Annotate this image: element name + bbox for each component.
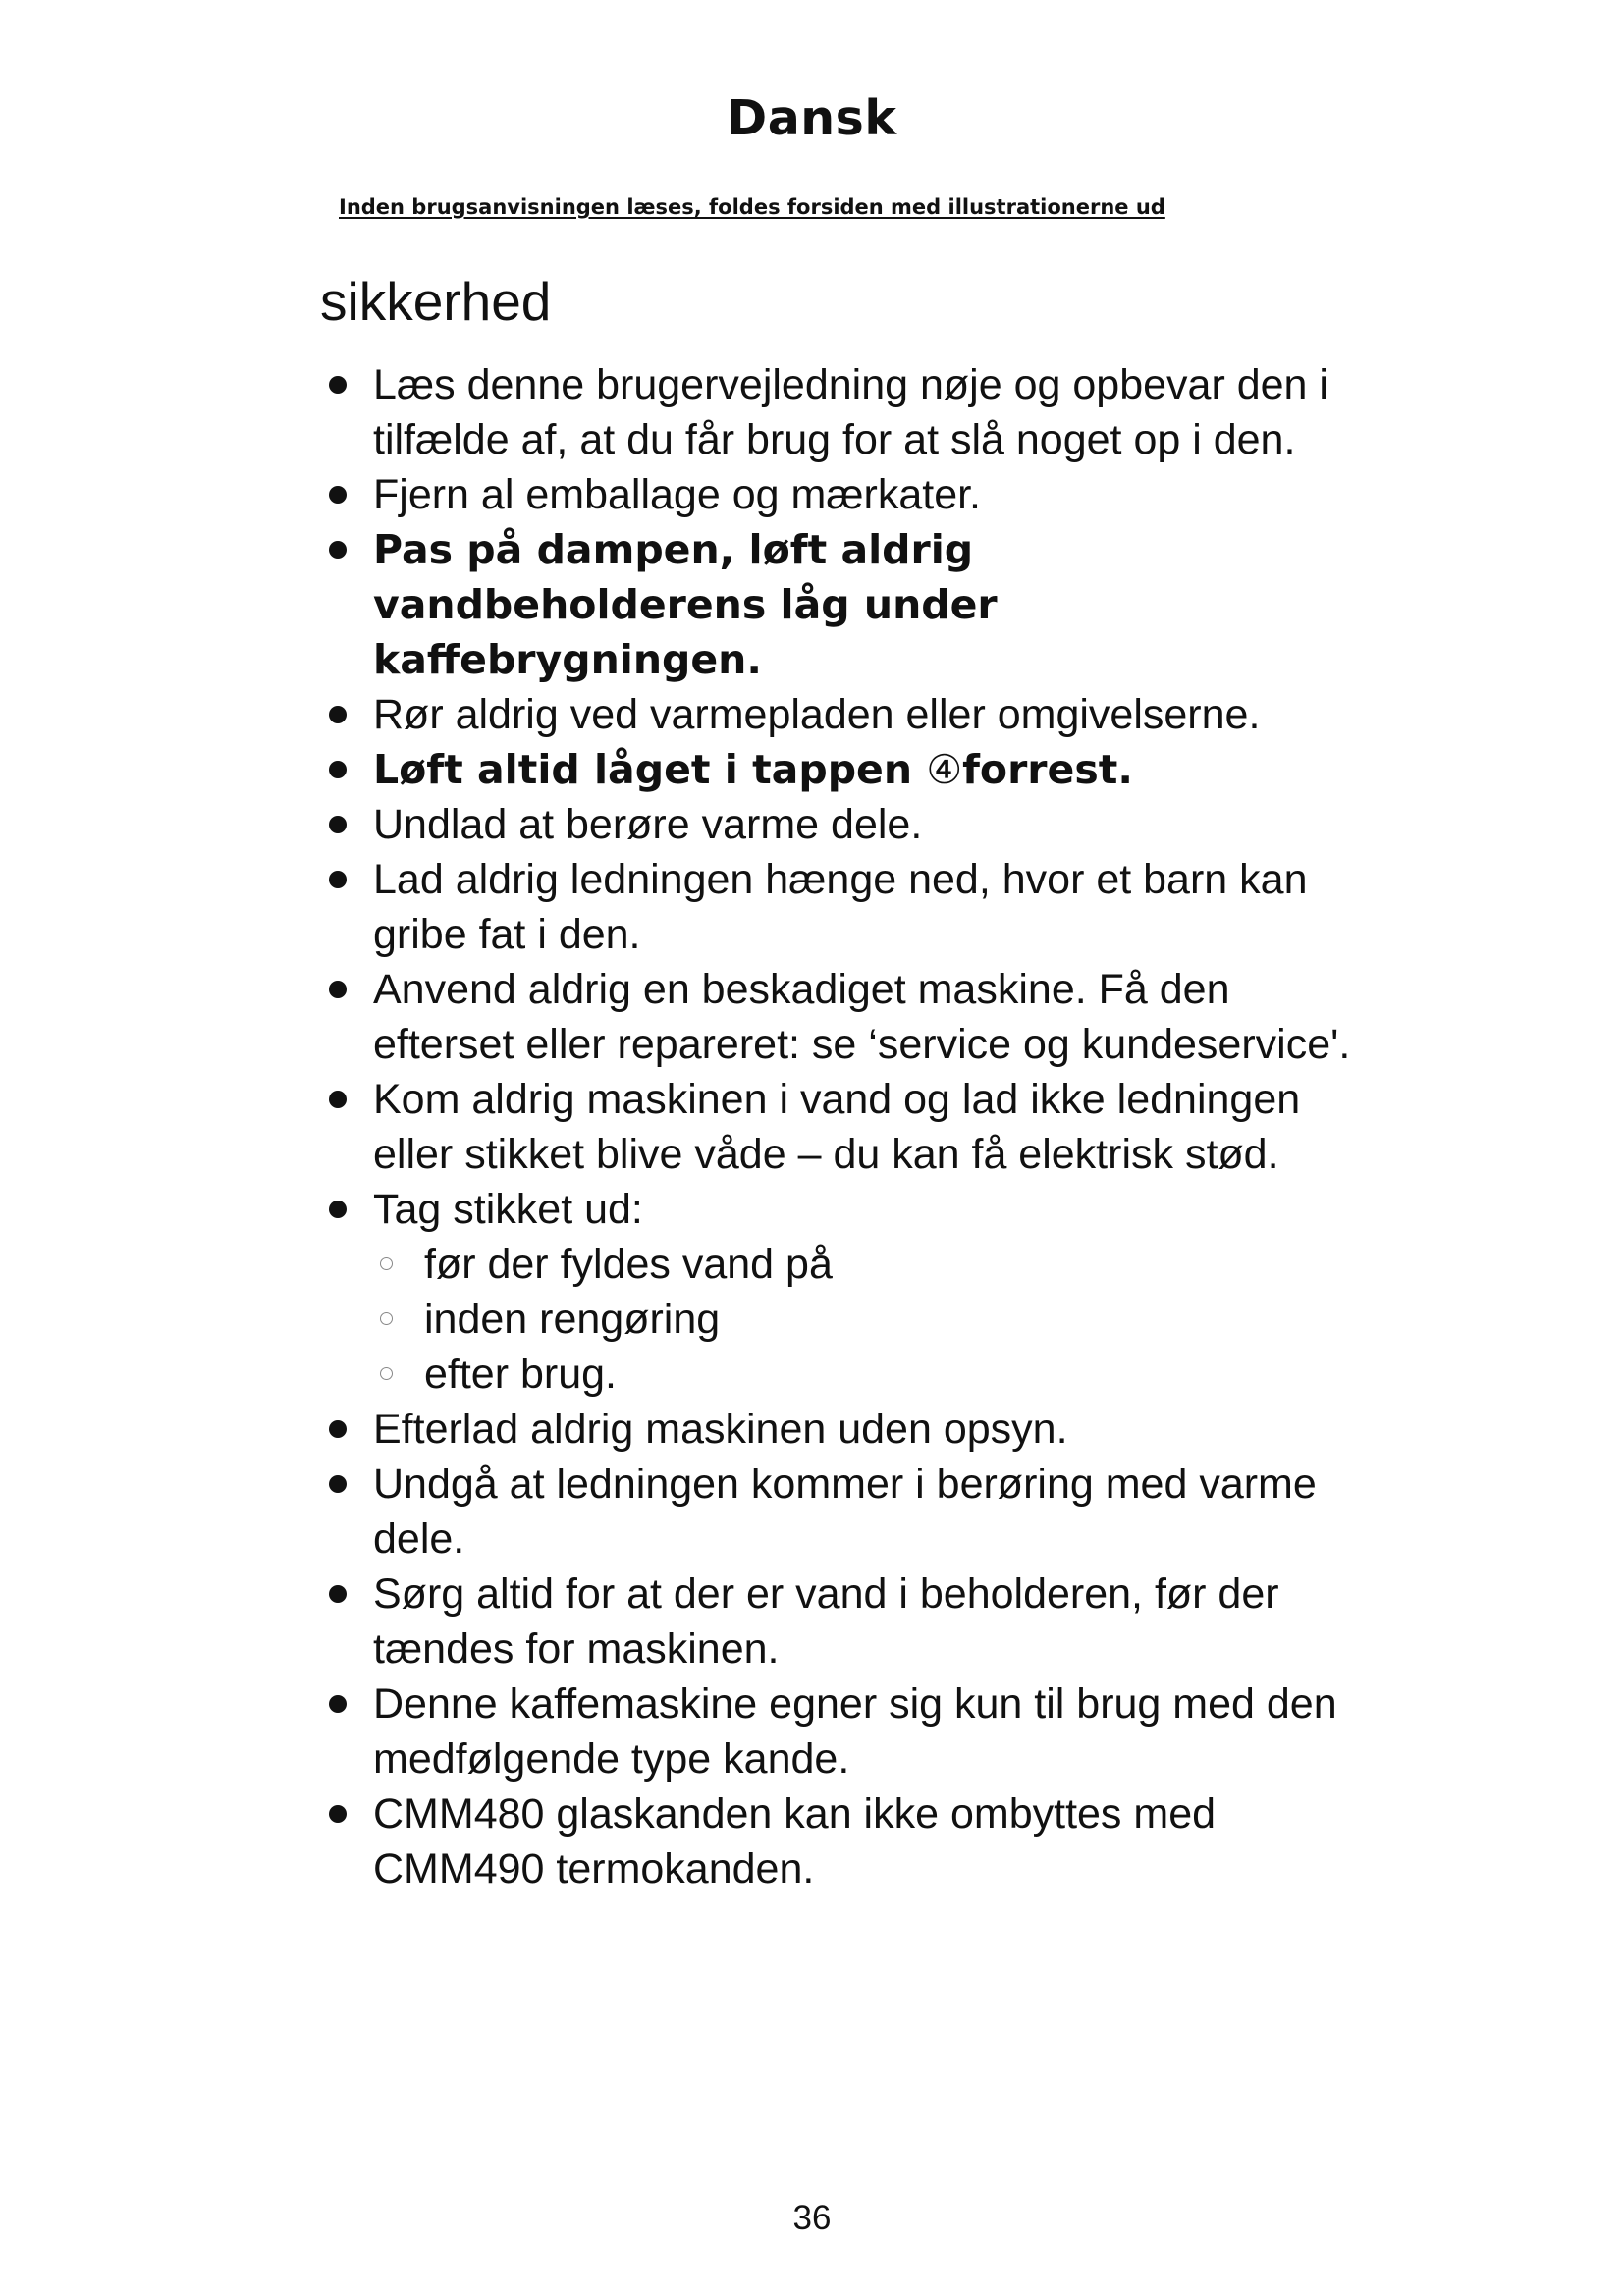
safety-item-unattended [322,1402,1363,1457]
safety-item-text: Tag stikket ud: [373,1186,643,1233]
safety-list [322,357,1363,1896]
safety-item-text [373,746,1133,793]
safety-item-unplug [322,1182,1363,1402]
sub-item-text: før der fyldes vand på [424,1241,833,1288]
safety-item-text: Rør aldrig ved varmepladen eller omgivelserne. [373,691,1261,738]
bullet-icon [329,1805,347,1823]
bullet-icon [329,541,347,559]
lift-lid-text-start: Løft altid låget i tappen [373,746,927,793]
safety-item-text: Denne kaffemaskine egner sig kun til brug med den medfølgende type kande. [373,1681,1337,1783]
safety-item-text: Læs denne brugervejledning nøje og opbevar den i tilfælde af, at du får brug for at slå noget op i den. [373,361,1328,463]
sub-item-text: efter brug. [424,1351,617,1398]
safety-item-jug-type [322,1677,1363,1787]
safety-item-text: Anvend aldrig en beskadiget maskine. Få den efterset eller repareret: se ‘service og kundeservice'. [373,966,1351,1068]
language-title: Dansk [727,90,897,146]
bullet-icon [329,706,347,723]
safety-item-hot-parts [322,797,1363,852]
lift-lid-text-end: forrest. [962,746,1133,793]
bullet-icon [329,816,347,833]
bullet-icon [329,486,347,504]
safety-item-water-shock [322,1072,1363,1182]
hollow-bullet-icon [380,1312,393,1325]
safety-item-text: Fjern al emballage og mærkater. [373,471,982,518]
safety-item-text: Kom aldrig maskinen i vand og lad ikke ledningen eller stikket blive våde – du kan få elektrisk stød. [373,1076,1301,1178]
safety-item-text: Efterlad aldrig maskinen uden opsyn. [373,1406,1068,1453]
safety-item-text: Undgå at ledningen kommer i berøring med varme dele. [373,1461,1317,1563]
safety-item-text: CMM480 glaskanden kan ikke ombyttes med CMM490 termokanden. [373,1790,1217,1893]
section-heading-safety: sikkerhed [320,271,552,332]
hollow-bullet-icon [380,1367,393,1380]
bullet-icon [329,981,347,998]
sub-item [373,1237,1363,1292]
bullet-icon [329,1585,347,1603]
unplug-sub-list [373,1237,1363,1402]
safety-item-jug-compat [322,1787,1363,1896]
safety-item-text: Lad aldrig ledningen hænge ned, hvor et barn kan gribe fat i den. [373,856,1308,958]
bullet-icon [329,376,347,394]
safety-item-water-in-tank [322,1567,1363,1677]
sub-item-text: inden rengøring [424,1296,721,1343]
safety-item-text: Pas på dampen, løft aldrig vandbeholderens låg under kaffebrygningen. [373,526,998,683]
safety-item-text: Undlad at berøre varme dele. [373,801,923,848]
sub-item [373,1292,1363,1347]
safety-item-text: Sørg altid for at der er vand i beholderen, før der tændes for maskinen. [373,1571,1279,1673]
bullet-icon [329,871,347,888]
page-number: 36 [792,2199,832,2237]
bullet-icon [329,1695,347,1713]
safety-item-steam-warning [322,522,1363,687]
bullet-icon [329,1420,347,1438]
bullet-icon [329,761,347,778]
safety-item-remove-packaging [322,467,1363,522]
callout-number-4: ④ [926,746,963,793]
bullet-icon [329,1475,347,1493]
safety-item-hotplate [322,687,1363,742]
bullet-icon [329,1201,347,1218]
bullet-icon [329,1091,347,1108]
safety-item-lift-lid [322,742,1363,797]
hollow-bullet-icon [380,1257,393,1270]
safety-item-damaged-machine [322,962,1363,1072]
safety-item-cord-children [322,852,1363,962]
fold-out-note: Inden brugsanvisningen læses, foldes forsiden med illustrationerne ud [339,195,1165,219]
sub-item [373,1347,1363,1402]
safety-item-read-manual [322,357,1363,467]
safety-item-cord-hot-parts [322,1457,1363,1567]
